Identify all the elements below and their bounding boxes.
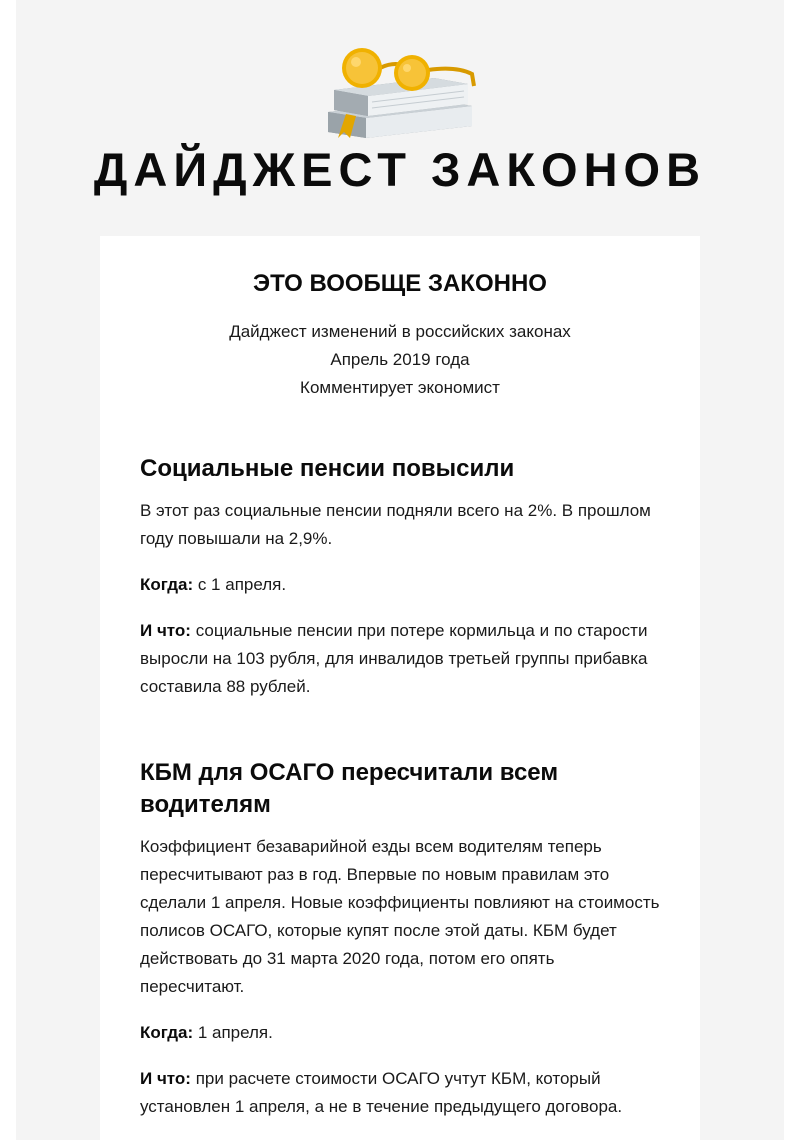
intro-line-period: Апрель 2019 года (330, 350, 470, 369)
page-title: ДАЙДЖЕСТ ЗАКОНОВ (93, 143, 707, 196)
section-pensions (140, 453, 660, 701)
when-value: с 1 апреля. (193, 575, 287, 594)
digest-card (100, 236, 700, 1140)
section-body: Коэффициент безаварийной езды всем водителям теперь пересчитывают раз в год. Впервые по новым правилам это сделали 1 апреля. Новые коэффициенты повлияют на стоимость полисов ОСАГО, которые купят после этой даты. КБМ будет действовать до 31 марта 2020 года, потом его опять пересчитают. (140, 837, 660, 996)
what-value: при расчете стоимости ОСАГО учтут КБМ, который установлен 1 апреля, а не в течение предыдущего договора. (140, 1069, 623, 1116)
digest-page (16, 0, 784, 1140)
section-when (140, 1019, 660, 1047)
intro-line-description: Дайджест изменений в российских законах (229, 322, 571, 341)
section-kbm-osago (140, 757, 660, 1121)
section-body: В этот раз социальные пенсии подняли всего на 2%. В прошлом году повышали на 2,9%. (140, 501, 651, 548)
intro-subtitle (140, 318, 660, 402)
when-label: Когда: (140, 1023, 194, 1042)
section-what (140, 617, 660, 701)
when-label: Когда: (140, 575, 194, 594)
what-label: И что: (140, 621, 191, 640)
section-what (140, 1065, 660, 1121)
what-value: социальные пенсии при потере кормильца и по старости выросли на 103 рубля, для инвалидов третьей группы прибавка составила 88 рублей. (140, 621, 648, 696)
what-label: И что: (140, 1069, 191, 1088)
section-title: КБМ для ОСАГО пересчитали всем водителям (140, 759, 559, 818)
books-with-glasses-icon (316, 40, 486, 140)
section-title: Социальные пенсии повысили (140, 455, 515, 482)
section-when (140, 571, 660, 599)
intro-line-commentator: Комментирует экономист (300, 378, 500, 397)
header (16, 0, 784, 236)
when-value: 1 апреля. (193, 1023, 273, 1042)
intro-title: ЭТО ВООБЩЕ ЗАКОННО (253, 270, 547, 297)
